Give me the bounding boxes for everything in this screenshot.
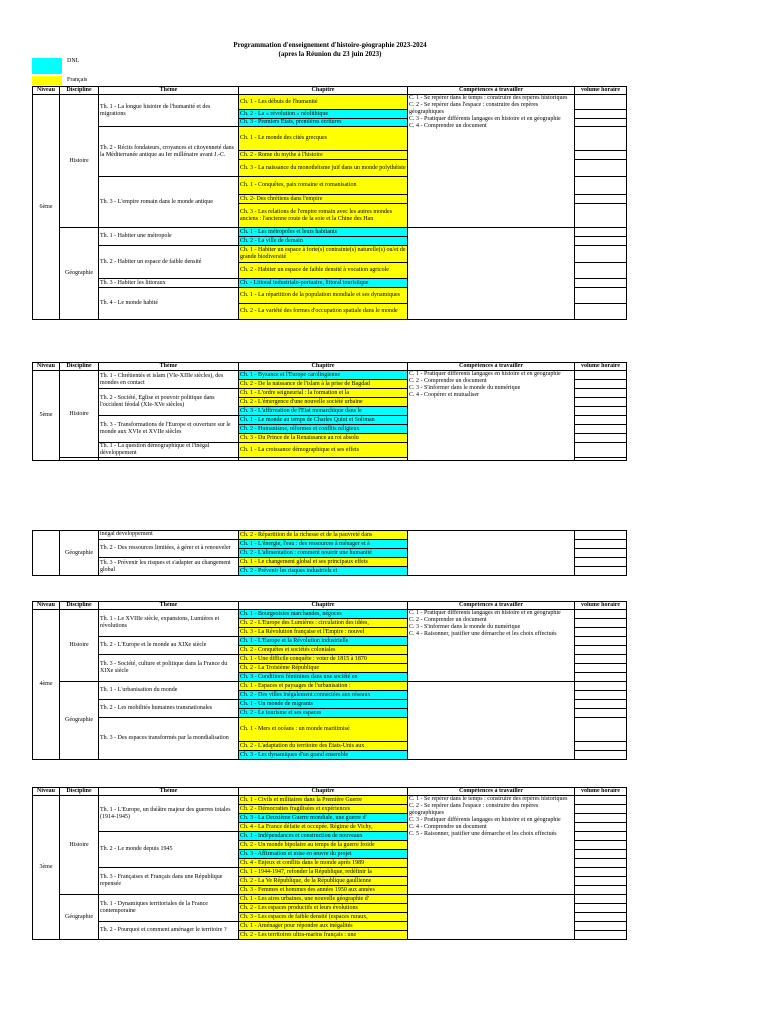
legend-francais-swatch: [32, 76, 62, 85]
competences-cell: [408, 531, 575, 576]
col-volume: volume horaire: [575, 788, 627, 796]
col-competences: Compétences à travailler: [408, 788, 575, 796]
col-niveau: Niveau: [33, 788, 60, 796]
col-theme: Thème: [99, 87, 239, 95]
discipline-cell: Géographie: [60, 895, 99, 940]
chapter-cell: Ch. 3 - L'affirmation de l'Etat monarchique dans le: [239, 407, 408, 416]
chapter-cell: Ch. 2 - Démocraties fragilisées et expériences: [239, 805, 408, 814]
competences-cell: [408, 682, 575, 760]
volume-cell: [575, 558, 627, 567]
volume-cell: [575, 931, 627, 940]
chapter-cell: Ch. 2 - La Troisième République: [239, 664, 408, 673]
chapter-cell: Ch. 2 - La variété des formes d'occupation spatiale dans le monde: [239, 304, 408, 320]
chapter-cell: Ch. 2 - Des villes inégalement connectées aux réseaux: [239, 691, 408, 700]
volume-cell: [575, 160, 627, 177]
volume-cell: [575, 664, 627, 673]
theme-cell: [99, 458, 239, 461]
volume-cell: [575, 628, 627, 637]
chapter-cell: Ch. 4 - Enjeux et conflits dans le monde après 1989: [239, 859, 408, 868]
chapter-cell: Ch. 1 - Une difficile conquête : voter de 1815 à 1870: [239, 655, 408, 664]
theme-continued: inégal développement: [100, 531, 153, 537]
col-discipline: Discipline: [60, 363, 99, 371]
volume-cell: [575, 718, 627, 742]
chapter-cell: Ch. 3 - La naissance du monothéisme juif dans un monde polythéiste: [239, 160, 408, 177]
chapter-cell: Ch. 1 - La croissance démographique et ses effets: [239, 443, 408, 458]
document-subtitle: (apres la Réunion du 23 juin 2023): [278, 50, 382, 58]
niveau-cell: 4ème: [33, 610, 60, 760]
volume-cell: [575, 228, 627, 237]
volume-cell: [575, 540, 627, 549]
header-row: [33, 87, 627, 95]
table-6eme: [32, 86, 627, 320]
theme-cell: Th. 1 - L'urbanisation du monde: [99, 682, 239, 700]
col-volume: volume horaire: [575, 602, 627, 610]
theme-cell: Th. 3 - Françaises et Français dans une République repensée: [99, 868, 239, 895]
chapter-cell: Ch. 3 - Les espaces de faible densité (espaces ruraux,: [239, 913, 408, 922]
discipline-cell: Histoire: [60, 371, 99, 458]
theme-cell: Th. 1 - Habiter une métropole: [99, 228, 239, 246]
volume-cell: [575, 531, 627, 540]
chapter-cell: Ch. 1 - Habiter un espace à forte(s) contrainte(s) naturelle(s) ou/et de grande biodiversité: [239, 246, 408, 263]
chapter-cell: Ch. 1 - Mers et océans : un monde maritimisé: [239, 718, 408, 742]
chapter-cell: Ch. 3 - Les relations de l'empire romain avec les autres mondes anciens : l'ancienne route de la soie et la Chine des Han: [239, 204, 408, 228]
chapter-cell: Ch. 1 - Un monde de migrants: [239, 700, 408, 709]
volume-cell: [575, 371, 627, 380]
competences-cell: C. 1 - Se repérer dans le temps : construire des repères historiques C. 2 - Se repérer dans l'espace : construire des repères géographiques C. 3 - Pratiquer différents langages en histoire et en géographie C. 4 - Comprendre un document C. 5 - Raisonner, justifier une démarche et les choix effectués: [408, 796, 575, 895]
col-chapitre: Chapitre: [239, 87, 408, 95]
theme-cell: Th. 3 - L'empire romain dans le monde antique: [99, 177, 239, 228]
volume-cell: [575, 263, 627, 279]
chapter-cell: Ch. 1 - Indépendances et construction de nouveaux: [239, 832, 408, 841]
header-row: [33, 788, 627, 796]
niveau-cell: [33, 531, 60, 576]
chapter-cell: Ch. 1 - Les débuts de l'humanité: [239, 95, 408, 110]
col-discipline: Discipline: [60, 788, 99, 796]
chapter-cell: Ch. 1 - Le monde au temps de Charles Quint et Soliman: [239, 416, 408, 425]
volume-cell: [575, 119, 627, 127]
discipline-cell: Géographie: [60, 228, 99, 320]
chapter-cell: Ch. 2 - Les espaces productifs et leurs évolutions: [239, 904, 408, 913]
volume-cell: [575, 796, 627, 805]
volume-cell: [575, 709, 627, 718]
chapter-cell: Ch. 1 - L'ordre seigneurial : la formation et la: [239, 389, 408, 398]
volume-cell: [575, 814, 627, 823]
chapter-cell: Ch. 3 - Du Prince de la Renaissance au roi absolu: [239, 434, 408, 443]
legend-dnl-label: DNL: [67, 58, 80, 64]
chapter-cell: Ch. 1 - L'énergie, l'eau : des ressources à ménager et à: [239, 540, 408, 549]
col-niveau: Niveau: [33, 87, 60, 95]
chapter-cell: Ch. 3 - Conditions féminines dans une société en: [239, 673, 408, 682]
volume-cell: [575, 425, 627, 434]
volume-cell: [575, 922, 627, 931]
col-competences: Compétences à travailler: [408, 87, 575, 95]
theme-cell: Th. 2 - Récits fondateurs, croyances et citoyenneté dans la Méditerranée antique au Ier millénaire avant J.-C.: [99, 127, 239, 177]
chapter-cell: Ch. 1 - Bourgeoisies marchandes, négoces: [239, 610, 408, 619]
chapter-cell: Ch. 2 - Habiter un espace de faible densité à vocation agricole: [239, 263, 408, 279]
volume-cell: [575, 110, 627, 119]
chapter-cell: Ch. 2 - Répartition de la richesse et de la pauvreté dans: [239, 531, 408, 540]
volume-cell: [575, 691, 627, 700]
volume-cell: [575, 886, 627, 895]
niveau-cell: 3ème: [33, 796, 60, 940]
chapter-cell: Ch. 1 - Byzance et l'Europe carolingienne: [239, 371, 408, 380]
competences-cell: C. 1 - Se repérer dans le temps : construire des repères historiques C. 2 - Se repérer dans l'espace : construire des repères géographiques C. 3 - Pratiquer différents langages en histoire et en géographie C. 4 - Comprendre un document: [408, 95, 575, 228]
volume-cell: [575, 868, 627, 877]
volume-cell: [575, 913, 627, 922]
chapter-cell: Ch. 2 - L'Europe des Lumières : circulation des idées,: [239, 619, 408, 628]
chapter-cell: Ch. 2 - Le tourisme et ses espaces: [239, 709, 408, 718]
col-discipline: Discipline: [60, 602, 99, 610]
volume-cell: [575, 237, 627, 246]
volume-cell: [575, 700, 627, 709]
theme-cell: Th. 3 - Habiter les littoraux: [99, 279, 239, 288]
chapter-cell: Ch. 2- Des chrétiens dans l'empire: [239, 195, 408, 204]
theme-cell: Th. 3 - Transformations de l'Europe et ouverture sur le monde aux XVIe et XVIIe siècles: [99, 416, 239, 443]
volume-cell: [575, 389, 627, 398]
header-row: [33, 363, 627, 371]
chapter-cell: Ch. - Littoral industrialo-portuaire, littoral touristique: [239, 279, 408, 288]
table-5eme-continued: [32, 530, 627, 576]
chapter-cell: Ch. 2 - Les territoires ultra-marins français : une: [239, 931, 408, 940]
col-competences: Compétences à travailler: [408, 363, 575, 371]
theme-cell: Th. 2 - Habiter un espace de faible densité: [99, 246, 239, 279]
volume-cell: [575, 434, 627, 443]
volume-cell: [575, 443, 627, 458]
volume-cell: [575, 637, 627, 646]
chapter-cell: Ch. 2 - Conquêtes et sociétés coloniales: [239, 646, 408, 655]
discipline-cell: Histoire: [60, 796, 99, 895]
header-row: [33, 602, 627, 610]
legend-francais-label: Français: [67, 77, 88, 83]
theme-cell: Th. 4 - Le monde habité: [99, 288, 239, 320]
document-title: Programmation d'enseignement d'histoire-géographie 2023-2024: [233, 41, 427, 49]
theme-cell: Th. 1 - Le XVIIIe siècle, expansions, Lumières et révolutions: [99, 610, 239, 637]
theme-cell: Th. 2 - Des ressources limitées, à gérer et à renouveler: [99, 540, 239, 558]
chapter-cell: Ch. 3 - Affirmation et mise en œuvre du projet: [239, 850, 408, 859]
chapter-cell: Ch. 2 - La « révolution » néolithique: [239, 110, 408, 119]
volume-cell: [575, 850, 627, 859]
volume-cell: [575, 407, 627, 416]
chapter-cell: Ch. 3 - La Révolution française et l'Empire : nouvel: [239, 628, 408, 637]
volume-cell: [575, 279, 627, 288]
chapter-cell: Ch. 1 - Aménager pour répondre aux inégalités: [239, 922, 408, 931]
volume-cell: [575, 288, 627, 304]
table-3eme: [32, 787, 627, 940]
volume-cell: [575, 904, 627, 913]
volume-cell: [575, 682, 627, 691]
chapter-cell: Ch. 4 - La France défaite et occupée. Régime de Vichy,: [239, 823, 408, 832]
col-chapitre: Chapitre: [239, 363, 408, 371]
chapter-cell: Ch. 1 - Civils et militaires dans la Première Guerre: [239, 796, 408, 805]
competences-cell: [408, 895, 575, 940]
niveau-cell: 6ème: [33, 95, 60, 320]
volume-cell: [575, 549, 627, 558]
theme-cell: Th. 1 - La question démographique et l'inégal développement: [99, 443, 239, 458]
volume-cell: [575, 204, 627, 228]
volume-cell: [575, 246, 627, 263]
volume-cell: [575, 751, 627, 760]
volume-cell: [575, 673, 627, 682]
chapter-cell: Ch. 2 - L'alimentation : comment nourrir une humanité: [239, 549, 408, 558]
theme-cell: Th. 1 - Chrétientés et islam (VIe-XIIIe siècles), des mondes en contact: [99, 371, 239, 389]
theme-cell: Th. 2 - Les mobilités humaines transnationales: [99, 700, 239, 718]
col-chapitre: Chapitre: [239, 788, 408, 796]
theme-cell: Th. 1 - La longue histoire de l'humanité et des migrations: [99, 95, 239, 127]
volume-cell: [575, 458, 627, 461]
volume-cell: [575, 832, 627, 841]
chapter-cell: Ch. 1 - Les métropoles et leurs habitants: [239, 228, 408, 237]
discipline-cell: Géographie: [60, 682, 99, 760]
chapter-cell: Ch. 2 - La Ve République, de la République gaullienne: [239, 877, 408, 886]
discipline-cell: [60, 458, 99, 461]
chapter-cell: Ch. 2 - La ville de demain: [239, 237, 408, 246]
theme-cell: Th. 1 - Dynamiques territoriales de la France contemporaine: [99, 895, 239, 922]
theme-cell: Th. 2 - Pourquoi et comment aménager le territoire ?: [99, 922, 239, 940]
theme-cell: Th. 3 - Prévenir les risques et s'adapter au changement global: [99, 558, 239, 576]
chapter-cell: Ch. 2 - L'adaptation du territoire des États-Unis aux: [239, 742, 408, 751]
col-chapitre: Chapitre: [239, 602, 408, 610]
chapter-cell: Ch. 2 - Un monde bipolaire au temps de la guerre froide: [239, 841, 408, 850]
chapter-cell: Ch. 1 - La répartition de la population mondiale et ses dynamiques: [239, 288, 408, 304]
table-5eme: [32, 362, 627, 461]
volume-cell: [575, 416, 627, 425]
col-theme: Thème: [99, 602, 239, 610]
volume-cell: [575, 610, 627, 619]
volume-cell: [575, 127, 627, 151]
volume-cell: [575, 177, 627, 195]
chapter-cell: Ch. 1 - Le changement global et ses principaux effets: [239, 558, 408, 567]
niveau-cell: 5ème: [33, 371, 60, 461]
competences-cell: C. 1 - Pratiquer différents langages en histoire et en géographie C. 2 - Comprendre un document C. 3 - S'informer dans le monde du numérique C. 4 - Coopérer et mutualiser: [408, 371, 575, 461]
volume-cell: [575, 567, 627, 576]
col-theme: Thème: [99, 788, 239, 796]
volume-cell: [575, 841, 627, 850]
chapter-cell: Ch. 1 - 1944-1947, refonder la République, redéfinir la: [239, 868, 408, 877]
legend-dnl-swatch: [32, 58, 62, 74]
competences-cell: [408, 228, 575, 320]
theme-cell: Th. 1 - L'Europe, un théâtre majeur des guerres totales (1914-1945): [99, 796, 239, 832]
competences-cell: C. 1 - Pratiquer différents langages en histoire et en géographie C. 2 - Comprendre un document C. 3 - S'informer dans le monde du numérique C. 4 - Raisonner, justifier une démarche et les choix effectués: [408, 610, 575, 682]
volume-cell: [575, 823, 627, 832]
chapter-cell: Ch. 3 - Premiers États, premières écritures: [239, 119, 408, 127]
col-volume: volume horaire: [575, 363, 627, 371]
chapter-cell: [239, 458, 408, 461]
chapter-cell: Ch. 1 - Conquêtes, paix romaine et romanisation: [239, 177, 408, 195]
chapter-cell: Ch. 1 - Les aires urbaines, une nouvelle géographie d': [239, 895, 408, 904]
col-competences: Compétences à travailler: [408, 602, 575, 610]
theme-cell: Th. 2 - L'Europe et le monde au XIXe siècle: [99, 637, 239, 655]
volume-cell: [575, 95, 627, 110]
theme-cell: Th. 2 - Le monde depuis 1945: [99, 832, 239, 868]
col-discipline: Discipline: [60, 87, 99, 95]
discipline-cell: Histoire: [60, 95, 99, 228]
col-volume: volume horaire: [575, 87, 627, 95]
table-4eme: [32, 601, 627, 760]
volume-cell: [575, 619, 627, 628]
chapter-cell: Ch. 1 - L'Europe et la Révolution industrielle: [239, 637, 408, 646]
volume-cell: [575, 304, 627, 320]
col-niveau: Niveau: [33, 363, 60, 371]
chapter-cell: Ch. 3 - Les dynamiques d'un grand ensemble: [239, 751, 408, 760]
volume-cell: [575, 195, 627, 204]
theme-cell: Th. 3 - Des espaces transformés par la mondialisation: [99, 718, 239, 760]
chapter-cell: Ch. 1 - Le monde des cités grecques: [239, 127, 408, 151]
theme-cell: [99, 531, 239, 540]
chapter-cell: Ch. 2 - L'émergence d'une nouvelle société urbaine: [239, 398, 408, 407]
discipline-cell: Histoire: [60, 610, 99, 682]
volume-cell: [575, 655, 627, 664]
theme-cell: Th. 2 - Société, Eglise et pouvoir politique dans l'occident féodal (XIe-XVe siècles): [99, 389, 239, 416]
volume-cell: [575, 895, 627, 904]
chapter-cell: Ch. 2 - De la naissance de l'islam à la prise de Bagdad: [239, 380, 408, 389]
volume-cell: [575, 805, 627, 814]
volume-cell: [575, 380, 627, 389]
chapter-cell: Ch. 3 - Femmes et hommes des années 1950 aux années: [239, 886, 408, 895]
volume-cell: [575, 877, 627, 886]
discipline-cell: Géographie: [60, 531, 99, 576]
chapter-cell: Ch. 2 - Rome du mythe à l'histoire: [239, 151, 408, 160]
chapter-cell: Ch. 2 - Humanisme, réformes et conflits religieux: [239, 425, 408, 434]
col-niveau: Niveau: [33, 602, 60, 610]
volume-cell: [575, 859, 627, 868]
theme-cell: Th. 3 - Société, culture et politique dans la France du XIXe siècle: [99, 655, 239, 682]
chapter-cell: Ch. 1 - Espaces et paysages de l'urbanisation :: [239, 682, 408, 691]
chapter-cell: Ch. 3 - La Deuxième Guerre mondiale, une guerre d': [239, 814, 408, 823]
volume-cell: [575, 151, 627, 160]
col-theme: Thème: [99, 363, 239, 371]
volume-cell: [575, 742, 627, 751]
chapter-cell: Ch. 2 - Prévenir les risques industriels et: [239, 567, 408, 576]
volume-cell: [575, 646, 627, 655]
volume-cell: [575, 398, 627, 407]
